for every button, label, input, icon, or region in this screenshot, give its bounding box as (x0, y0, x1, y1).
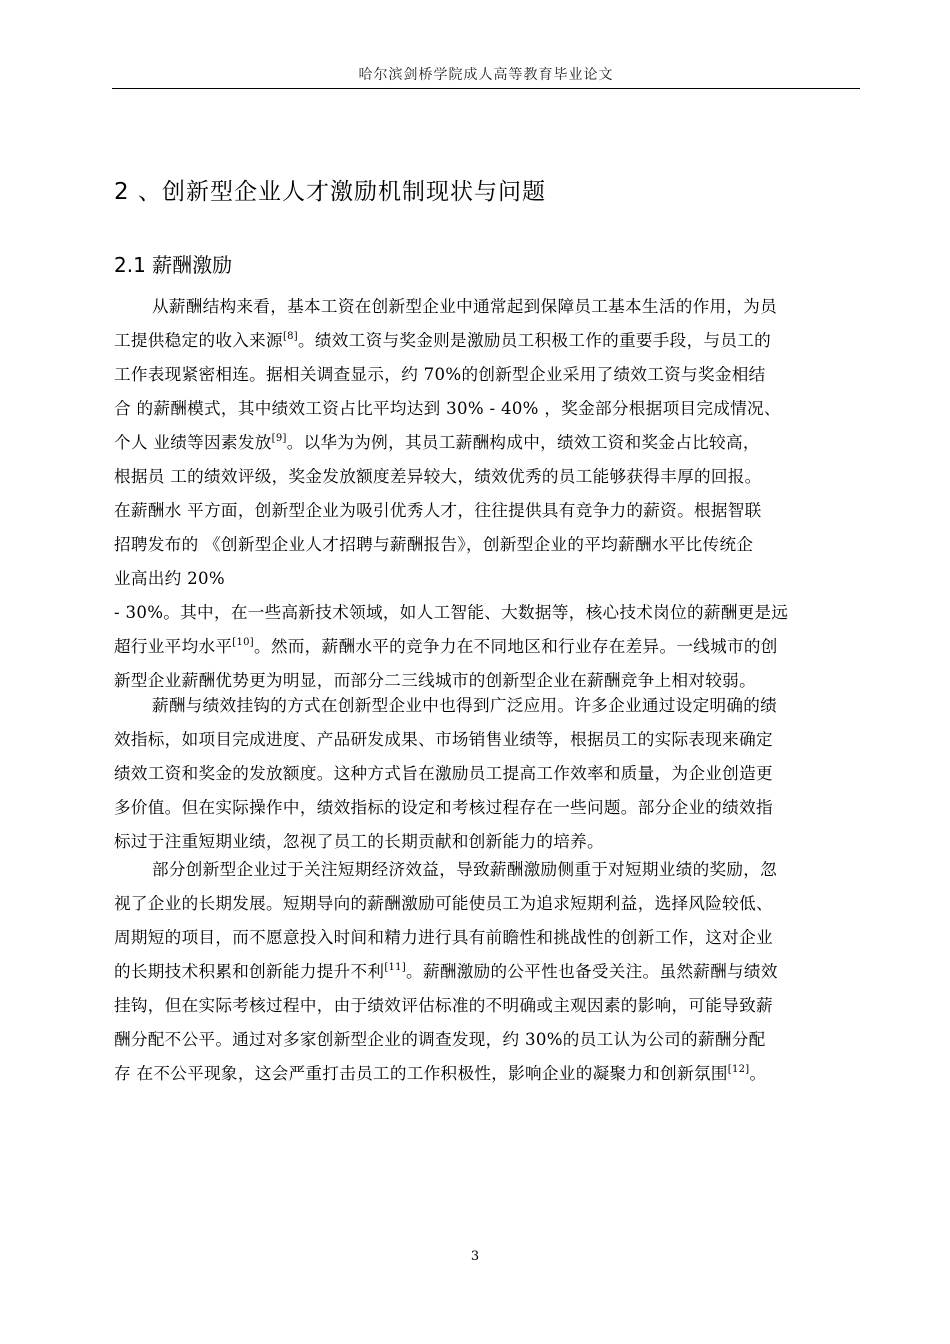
text-line: 合 的薪酬模式，其中绩效工资占比平均达到 30% - 40% ，奖金部分根据项目完成情况、 (114, 399, 781, 418)
text-line: 效指标，如项目完成进度、产品研发成果、市场销售业绩等，根据员工的实际表现来确定 (114, 730, 773, 749)
chapter-title: 2 、创新型企业人才激励机制现状与问题 (114, 179, 546, 205)
citation-ref: [12] (727, 1064, 750, 1075)
citation-ref: [11] (384, 962, 407, 973)
text-line: 招聘发布的 《创新型企业人才招聘与薪酬报告》，创新型企业的平均薪酬水平比传统企 (114, 535, 754, 554)
paragraph-performance-link (114, 689, 862, 859)
page-number: 3 (470, 1249, 480, 1264)
text-line: 工提供稳定的收入来源[8]。绩效工资与奖金则是激励员工积极工作的重要手段，与员工的 (114, 331, 772, 350)
text-line: 薪酬与绩效挂钩的方式在创新型企业中也得到广泛应用。许多企业通过设定明确的绩 (152, 696, 778, 715)
header-rule (112, 88, 860, 89)
paragraph-salary-structure (114, 290, 862, 698)
citation-ref: [8] (282, 331, 299, 342)
text-line: 标过于注重短期业绩，忽视了员工的长期贡献和创新能力的培养。 (114, 832, 604, 851)
text-line: - 30%。其中，在一些高新技术领域，如人工智能、大数据等，核心技术岗位的薪酬更是远 (114, 603, 789, 622)
text-line: 视了企业的长期发展。短期导向的薪酬激励可能使员工为追求短期利益，选择风险较低、 (114, 894, 773, 913)
text-line: 部分创新型企业过于关注短期经济效益，导致薪酬激励侧重于对短期业绩的奖励，忽 (152, 860, 778, 879)
text-line: 业高出约 20% (114, 569, 225, 588)
text-line: 多价值。但在实际操作中，绩效指标的设定和考核过程存在一些问题。部分企业的绩效指 (114, 798, 773, 817)
text-line: 从薪酬结构来看，基本工资在创新型企业中通常起到保障员工基本生活的作用，为员 (152, 297, 778, 316)
text-line: 周期短的项目，而不愿意投入时间和精力进行具有前瞻性和挑战性的创新工作，这对企业 (114, 928, 773, 947)
text-line: 绩效工资和奖金的发放额度。这种方式旨在激励员工提高工作效率和质量，为企业创造更 (114, 764, 773, 783)
running-header: 哈尔滨剑桥学院成人高等教育毕业论文 (358, 67, 614, 83)
text-line: 个人 业绩等因素发放[9]。以华为为例，其员工薪酬构成中，绩效工资和奖金占比较高， (114, 433, 760, 452)
section-title: 2.1 薪酬激励 (114, 253, 233, 277)
text-line: 的长期技术积累和创新能力提升不利[11]。薪酬激励的公平性也备受关注。虽然薪酬与绩效 (114, 962, 778, 981)
text-line: 新型企业薪酬优势更为明显，而部分二三线城市的创新型企业在薪酬竞争上相对较弱。 (114, 671, 756, 690)
text-line: 在薪酬水 平方面，创新型企业为吸引优秀人才，往往提供具有竞争力的薪资。根据智联 (114, 501, 762, 520)
text-line: 工作表现紧密相连。据相关调查显示，约 70%的创新型企业采用了绩效工资与奖金相结 (114, 365, 766, 384)
text-line: 挂钩，但在实际考核过程中，由于绩效评估标准的不明确或主观因素的影响，可能导致薪 (114, 996, 773, 1015)
text-line: 酬分配不公平。通过对多家创新型企业的调查发现，约 30%的员工认为公司的薪酬分配 (114, 1030, 766, 1049)
paragraph-short-term-focus (114, 853, 862, 1091)
text-line: 超行业平均水平[10]。然而，薪酬水平的竞争力在不同地区和行业存在差异。一线城市的创 (114, 637, 778, 656)
text-line: 根据员 工的绩效评级，奖金发放额度差异较大，绩效优秀的员工能够获得丰厚的回报。 (114, 467, 762, 486)
citation-ref: [10] (232, 637, 254, 648)
text-line: 存 在不公平现象，这会严重打击员工的工作积极性，影响企业的凝聚力和创新氛围[12]。 (114, 1064, 767, 1083)
citation-ref: [9] (271, 433, 287, 444)
